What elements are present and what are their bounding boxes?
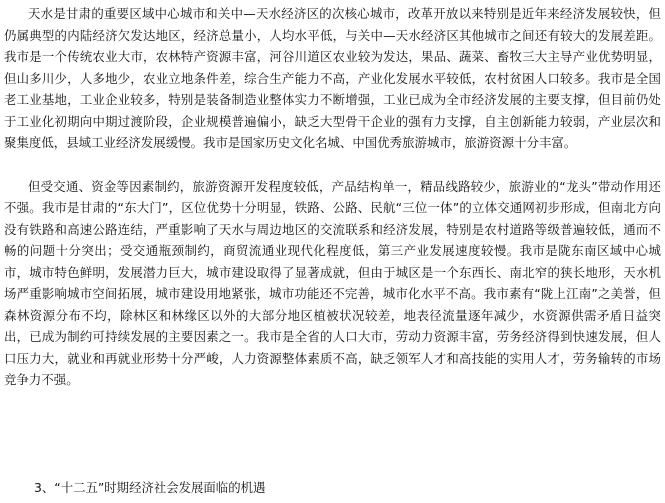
paragraph-tianshui-overview: 天水是甘肃的重要区域中心城市和关中—天水经济区的次核心城市，改革开放以来特别是近年来经济发展较快，但仍属典型的内陆经济欠发达地区，经济总量小，人均水平低，与关中—天水经济区其他城市之间还有较大的发展差距。我市是一个传统农业大市，农林特产资源丰富，河谷川道区农业较为发达，果品、蔬菜、畜牧三大主导产业优势明显，但山多川少，人多地少，农业立地条件差，综合生产能力不高，产业化发展水平较低，农村贫困人口较多。我市是全国老工业基地，工业企业较多，特别是装备制造业整体实力不断增强，工业已成为全市经济发展的主要支撑，但目前仍处于工业化初期向中期过渡阶段，企业规模普遍偏小，缺乏大型骨干企业的强有力支撑，自主创新能力较弱，产业层次和聚集度低，县域工业经济发展缓慢。我市是国家历史文化名城、中国优秀旅游城市，旅游资源十分丰富。 (4, 6, 661, 150)
paragraph-development-constraints: 但受交通、资金等因素制约，旅游资源开发程度较低，产品结构单一，精品线路较少，旅游业的“龙头”带动作用还不强。我市是甘肃的“东大门”，区位优势十分明显，铁路、公路、民航“三位一体”的立体交通网初步形成，但南北方向没有铁路和高速公路连结，严重影响了天水与周边地区的交流联系和经济发展，特别是农村道路等级普遍较低，通而不畅的问题十分突出；受交通瓶颈制约，商贸流通业现代化程度低，第三产业发展速度较慢。我市是陇东南区域中心城市，城市特色鲜明，发展潜力巨大，城市建设取得了显著成就，但由于城区是一个东西长、南北窄的狭长地形，天水机场严重影响城市空间拓展，城市建设用地紧张，城市功能还不完善，城市化水平不高。我市素有“陇上江南”之美誉，但森林资源分布不均，除林区和林缘区以外的大部分地区植被状况较差，地表径流量逐年减少，水资源供需矛盾日益突出，已成为制约可持续发展的主要因素之一。我市是全省的人口大市，劳动力资源丰富，劳务经济得到快速发展，但人口压力大，就业和再就业形势十分严峻，人力资源整体素质不高，缺乏领军人才和高技能的实用人才，劳务输转的市场竞争力不强。 (4, 178, 661, 387)
section-heading: 3、“十二五”时期经济社会发展面临的机遇 (34, 480, 266, 495)
